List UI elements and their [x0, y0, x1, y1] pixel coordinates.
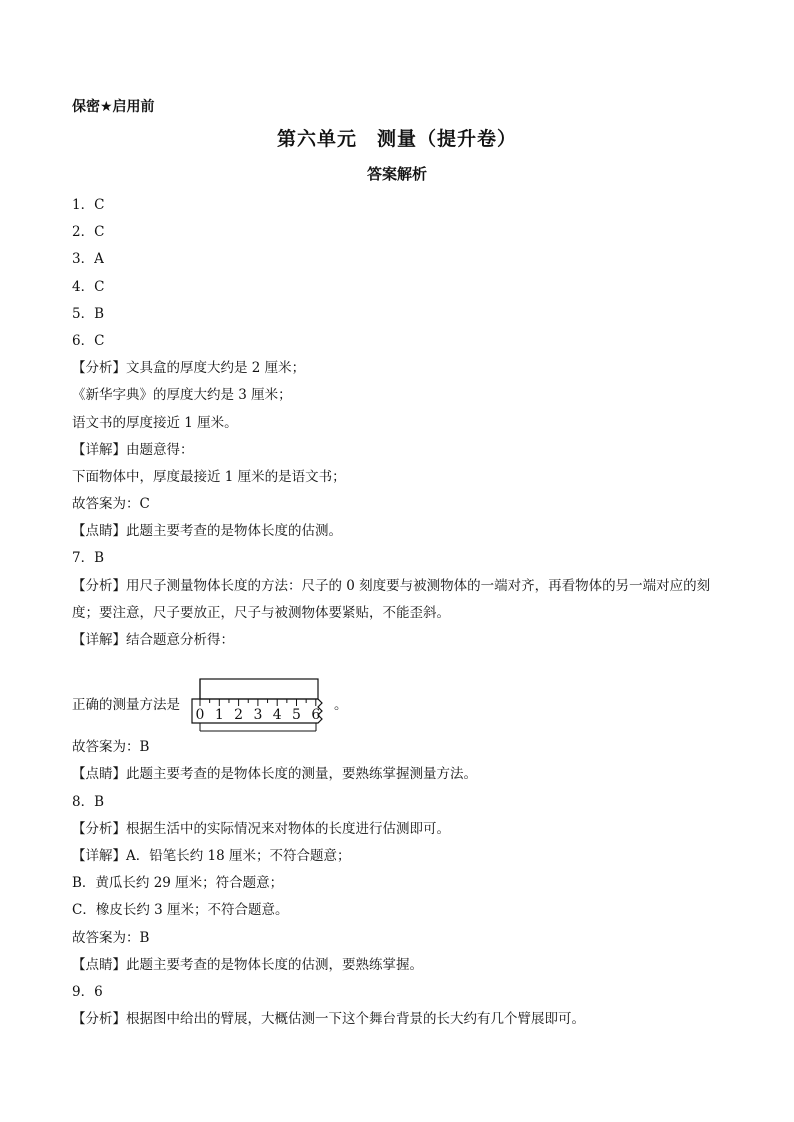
q8-detail-b: B．黄瓜长约 29 厘米；符合题意； [72, 875, 284, 892]
q7-answer: 故答案为：B [72, 739, 150, 756]
q8-comment: 【点睛】此题主要考查的是物体长度的估测，要熟练掌握。 [72, 956, 423, 973]
measured-object [200, 679, 318, 699]
q6-analysis-2: 《新华字典》的厚度大约是 3 厘米； [72, 387, 292, 404]
answer-8: 8．B [72, 793, 105, 810]
ruler-ticks [200, 699, 316, 706]
ruler-number: 6 [311, 707, 321, 724]
answer-5: 5．B [72, 305, 105, 322]
q6-answer: 故答案为：C [72, 496, 150, 513]
confidential-label: 保密★启用前 [72, 99, 155, 115]
q6-analysis-3: 语文书的厚度接近 1 厘米。 [72, 414, 238, 431]
answer-7: 7．B [72, 550, 105, 567]
ruler-number: 4 [272, 707, 282, 724]
q6-comment: 【点睛】此题主要考查的是物体长度的估测。 [72, 523, 342, 540]
q7-analysis: 【分析】用尺子测量物体长度的方法：尺子的 0 刻度要与被测物体的一端对齐，再看物体的另一端对应的刻度；要注意，尺子要放正，尺子与被测物体要紧贴，不能歪斜。 [72, 577, 711, 621]
q6-analysis-1: 【分析】文具盒的厚度大约是 2 厘米； [72, 360, 306, 377]
page-subtitle: 答案解析 [366, 165, 427, 183]
q9-analysis: 【分析】根据图中给出的臂展，大概估测一下这个舞台背景的长大约有几个臂展即可。 [72, 1011, 585, 1028]
page-title: 第六单元 测量（提升卷） [276, 128, 517, 150]
correct-method-label: 正确的测量方法是 [72, 696, 180, 713]
q8-answer: 故答案为：B [72, 929, 150, 946]
q7-ruler-figure-row [72, 654, 732, 734]
answer-1: 1．C [72, 197, 105, 213]
q8-detail-c: C．橡皮长约 3 厘米；不符合题意。 [72, 902, 289, 919]
q6-detail-2: 下面物体中，厚度最接近 1 厘米的是语文书； [72, 468, 346, 485]
answer-3: 3．A [72, 251, 104, 268]
q6-detail-1: 【详解】由题意得： [72, 441, 194, 458]
ruler-number: 0 [195, 707, 205, 724]
answer-9: 9．6 [72, 983, 103, 1000]
answer-content [72, 192, 732, 1033]
q8-detail-a: 【详解】A．铅笔长约 18 厘米；不符合题意； [72, 847, 351, 864]
q8-analysis: 【分析】根据生活中的实际情况来对物体的长度进行估测即可。 [72, 820, 450, 837]
answer-4: 4．C [72, 278, 105, 295]
ruler-number: 5 [292, 707, 301, 724]
answer-6: 6．C [72, 332, 105, 349]
ruler-numbers [196, 707, 321, 723]
figure-period: 。 [334, 696, 348, 713]
answer-2: 2．C [72, 224, 105, 241]
ruler-number: 3 [253, 707, 263, 724]
ruler-number: 2 [234, 707, 244, 724]
q7-detail: 【详解】结合题意分析得： [72, 632, 234, 649]
ruler-number: 1 [214, 707, 224, 724]
ruler-measurement-figure [186, 678, 326, 732]
q7-comment: 【点睛】此题主要考查的是物体长度的测量，要熟练掌握测量方法。 [72, 766, 477, 783]
